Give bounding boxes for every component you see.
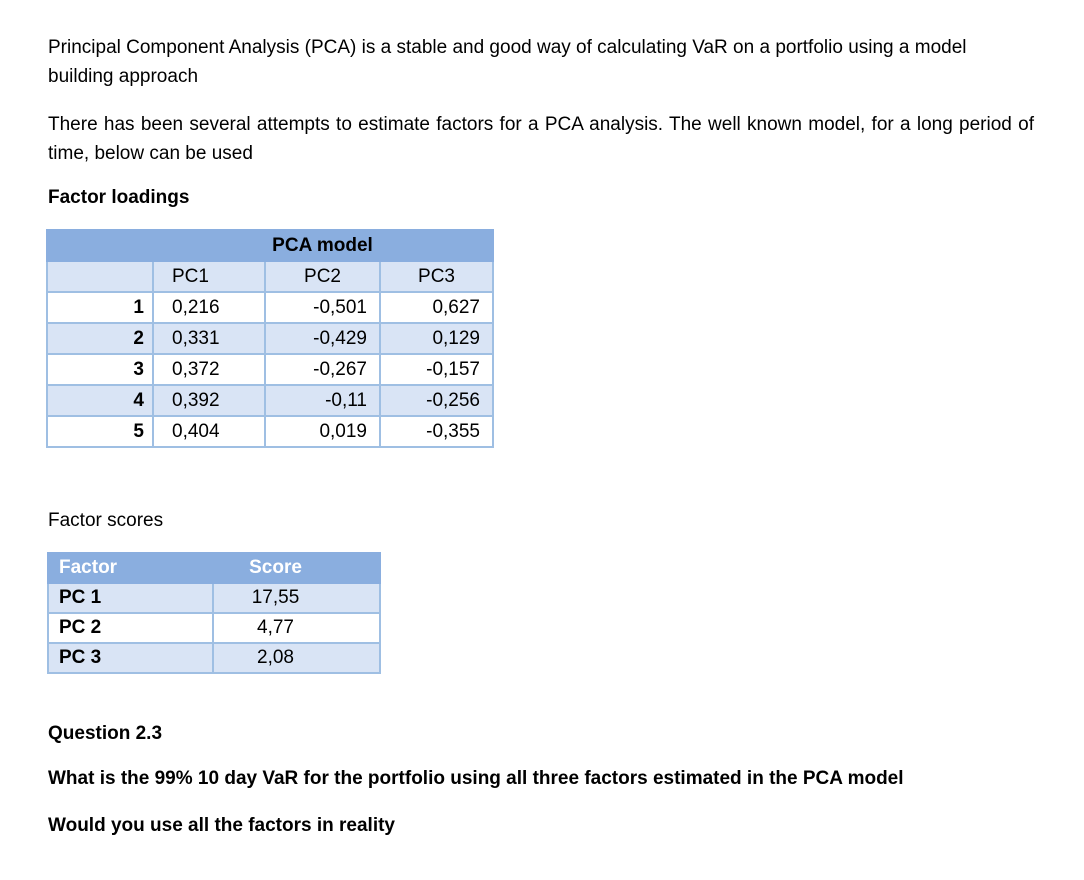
- cell-pc3: -0,256: [380, 385, 493, 416]
- cell-pc2: -0,501: [265, 292, 380, 323]
- column-header-pc1: PC1: [153, 261, 265, 292]
- table-row: [48, 583, 380, 613]
- intro-paragraph-1: Principal Component Analysis (PCA) is a stable and good way of calculating VaR on a portfolio using a model building approach: [48, 37, 967, 87]
- cell-pc1: 0,372: [153, 354, 265, 385]
- row-index: 4: [47, 385, 153, 416]
- question-line-2: Would you use all the factors in reality: [48, 815, 396, 836]
- cell-pc2: 0,019: [265, 416, 380, 447]
- column-header-pc2: PC2: [265, 261, 380, 292]
- table-row: [47, 385, 493, 416]
- cell-pc2: -0,429: [265, 323, 380, 354]
- row-index: 1: [47, 292, 153, 323]
- cell-pc2: -0,267: [265, 354, 380, 385]
- cell-pc3: -0,355: [380, 416, 493, 447]
- header-score: Score: [213, 553, 380, 583]
- pca-model-title: PCA model: [265, 230, 380, 261]
- cell-pc3: 0,627: [380, 292, 493, 323]
- scores-header-row: [48, 553, 380, 583]
- header-factor: Factor: [48, 553, 213, 583]
- question-line-1: What is the 99% 10 day VaR for the portfolio using all three factors estimated in the PCA model: [48, 768, 904, 789]
- factor-score: 2,08: [213, 643, 380, 673]
- table-row: [47, 292, 493, 323]
- cell-pc1: 0,404: [153, 416, 265, 447]
- question-title: Question 2.3: [48, 723, 163, 744]
- factor-name: PC 3: [48, 643, 213, 673]
- table-row: [48, 643, 380, 673]
- factor-loadings-heading: Factor loadings: [48, 187, 190, 208]
- cell-pc1: 0,331: [153, 323, 265, 354]
- intro-paragraph-2: There has been several attempts to estimate factors for a PCA analysis. The well known model, for a long period of time, below can be used: [48, 114, 1034, 164]
- cell-pc1: 0,216: [153, 292, 265, 323]
- factor-scores-heading: Factor scores: [48, 510, 164, 531]
- cell-pc3: 0,129: [380, 323, 493, 354]
- factor-scores-table: [47, 552, 381, 674]
- loadings-title-row: [47, 230, 493, 261]
- factor-score: 4,77: [213, 613, 380, 643]
- table-row: [47, 354, 493, 385]
- table-row: [47, 323, 493, 354]
- cell-pc1: 0,392: [153, 385, 265, 416]
- factor-loadings-table: [46, 229, 494, 448]
- cell-pc3: -0,157: [380, 354, 493, 385]
- table-row: [47, 416, 493, 447]
- row-index: 2: [47, 323, 153, 354]
- factor-name: PC 2: [48, 613, 213, 643]
- cell-pc2: -0,11: [265, 385, 380, 416]
- column-header-pc3: PC3: [380, 261, 493, 292]
- table-row: [48, 613, 380, 643]
- factor-name: PC 1: [48, 583, 213, 613]
- factor-score: 17,55: [213, 583, 380, 613]
- row-index: 3: [47, 354, 153, 385]
- loadings-column-header-row: [47, 261, 493, 292]
- row-index: 5: [47, 416, 153, 447]
